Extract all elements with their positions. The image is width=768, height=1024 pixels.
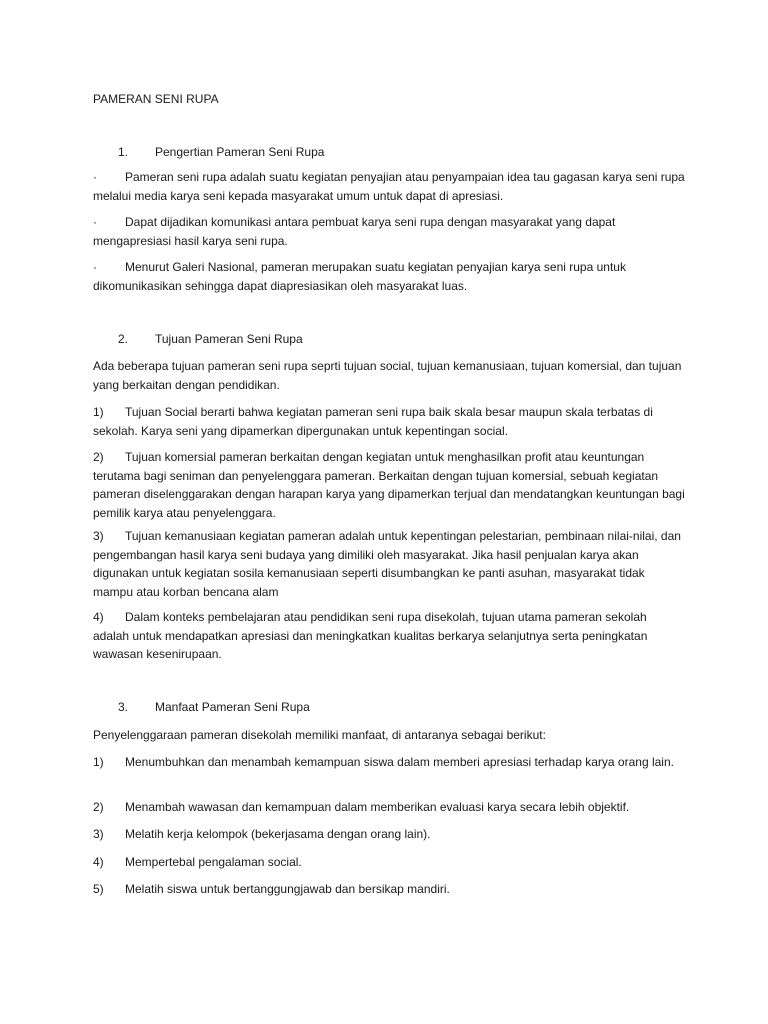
- list-number: 4): [93, 610, 104, 624]
- list-number: 1): [93, 405, 104, 419]
- list-item: [93, 258, 685, 295]
- list-number: 5): [93, 882, 104, 896]
- section-title: Tujuan Pameran Seni Rupa: [155, 332, 303, 346]
- section-heading-3: [118, 698, 310, 716]
- list-item-text: Menumbuhkan dan menambah kemampuan siswa dalam memberi apresiasi terhadap karya orang lain.: [125, 755, 674, 769]
- list-item-text: Dalam konteks pembelajaran atau pendidikan seni rupa disekolah, tujuan utama pameran sekolah adalah untuk mendapatkan apresiasi dan meningkatkan kualitas berkarya selanjutnya serta peningkatan wawasan kesenirupaan.: [93, 610, 648, 661]
- list-number: 1): [93, 755, 104, 769]
- list-item-text: Melatih siswa untuk bertanggungjawab dan bersikap mandiri.: [125, 882, 450, 896]
- bullet-marker: ·: [93, 215, 97, 229]
- list-item: [93, 403, 685, 440]
- section-title: Pengertian Pameran Seni Rupa: [155, 145, 325, 159]
- list-item: [93, 880, 685, 899]
- section-number: 3.: [118, 700, 129, 714]
- section-intro: Penyelenggaraan pameran disekolah memiliki manfaat, di antaranya sebagai berikut:: [93, 728, 546, 742]
- list-item: [93, 608, 685, 664]
- list-item-text: Menambah wawasan dan kemampuan dalam memberikan evaluasi karya secara lebih objektif.: [125, 800, 630, 814]
- list-item: [93, 853, 685, 872]
- section-heading-1: [118, 143, 324, 161]
- list-item: [93, 527, 685, 601]
- list-item: [93, 825, 685, 844]
- section-number: 1.: [118, 145, 129, 159]
- list-item: [93, 448, 685, 522]
- list-number: 4): [93, 855, 104, 869]
- list-number: 3): [93, 529, 104, 543]
- list-item: [93, 753, 685, 772]
- list-number: 3): [93, 827, 104, 841]
- list-item-text: Tujuan Social berarti bahwa kegiatan pameran seni rupa baik skala besar maupun skala terbatas di sekolah. Karya seni yang dipamerkan dipergunakan untuk kepentingan social.: [93, 405, 653, 438]
- document-title: PAMERAN SENI RUPA: [93, 92, 219, 106]
- list-item-text: Tujuan komersial pameran berkaitan dengan kegiatan untuk menghasilkan profit atau keuntungan terutama bagi seniman dan penyelenggara pameran. Berkaitan dengan tujuan komersial, sebuah kegiatan pameran diselenggarakan dengan harapan karya yang dipamerkan terjual dan mendatangkan keuntungan bagi pemilik karya atau penyelenggara.: [93, 450, 685, 520]
- section-heading-2: [118, 330, 303, 348]
- list-item: [93, 168, 685, 205]
- section-intro: Ada beberapa tujuan pameran seni rupa seprti tujuan social, tujuan kemanusiaan, tujuan komersial, dan tujuan yang berkaitan dengan pendidikan.: [93, 359, 682, 392]
- bullet-marker: ·: [93, 170, 97, 184]
- list-number: 2): [93, 450, 104, 464]
- list-item-text: Pameran seni rupa adalah suatu kegiatan penyajian atau penyampaian idea tau gagasan karya seni rupa melalui media karya seni kepada masyarakat umum untuk dapat di apresiasi.: [93, 170, 685, 203]
- list-item: [93, 798, 685, 817]
- list-item-text: Menurut Galeri Nasional, pameran merupakan suatu kegiatan penyajian karya seni rupa untuk dikomunikasikan sehingga dapat diapresiasikan oleh masyarakat luas.: [93, 260, 626, 293]
- list-item-text: Mempertebal pengalaman social.: [125, 855, 302, 869]
- list-item-text: Tujuan kemanusiaan kegiatan pameran adalah untuk kepentingan pelestarian, pembinaan nilai-nilai, dan pengembangan hasil karya seni budaya yang dimiliki oleh masyarakat. Jika hasil penjualan karya akan digunakan untuk kegiatan sosila kemanusiaan seperti disumbangkan ke panti asuhan, masyarakat tidak mampu atau korban bencana alam: [93, 529, 681, 599]
- section-number: 2.: [118, 332, 129, 346]
- list-item-text: Dapat dijadikan komunikasi antara pembuat karya seni rupa dengan masyarakat yang dapat mengapresiasi hasil karya seni rupa.: [93, 215, 616, 248]
- section-title: Manfaat Pameran Seni Rupa: [155, 700, 310, 714]
- list-item: [93, 213, 685, 250]
- list-item-text: Melatih kerja kelompok (bekerjasama dengan orang lain).: [125, 827, 431, 841]
- list-number: 2): [93, 800, 104, 814]
- bullet-marker: ·: [93, 260, 97, 274]
